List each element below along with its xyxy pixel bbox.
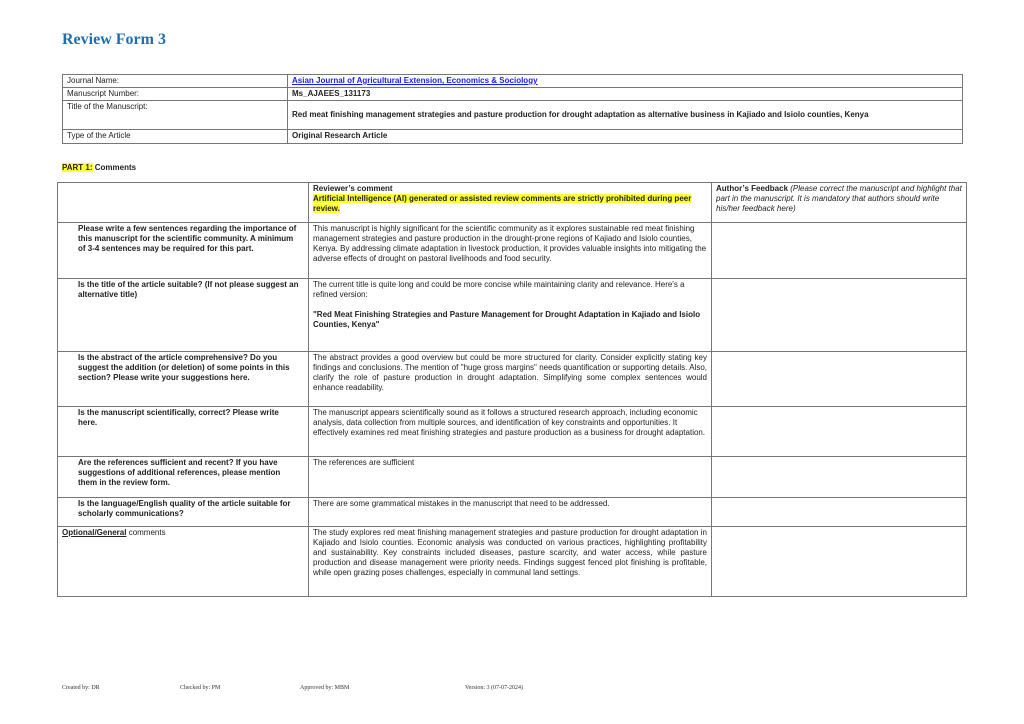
author-feedback-cell[interactable] — [712, 352, 967, 407]
manuscript-info-table — [62, 74, 963, 144]
reviewer-comment — [309, 279, 712, 352]
question: Are the references sufficient and recent? If you have suggestions of additional references, please mention them in the review form. — [58, 457, 309, 498]
author-feedback-cell[interactable] — [712, 527, 967, 597]
author-feedback-cell[interactable] — [712, 498, 967, 527]
table-row — [58, 457, 967, 498]
table-row — [58, 223, 967, 279]
review-table — [57, 182, 967, 597]
optional-label-rest: comments — [126, 528, 166, 537]
ai-notice: Artificial Intelligence (AI) generated or assisted review comments are strictly prohibited during peer review. — [313, 194, 692, 213]
question: Please write a few sentences regarding the importance of this manuscript for the scientific community. A minimum of 3-4 sentences may be required for this part. — [58, 223, 309, 279]
author-feedback-cell[interactable] — [712, 457, 967, 498]
optional-label — [58, 527, 309, 597]
footer-created: Created by: DR — [62, 685, 100, 691]
reviewer-comment: This manuscript is highly significant for the scientific community as it explores sustainable red meat finishing management strategies and pasture production in the drought-prone regions of Kajiado and Isiolo counties, Kenya. By addressing climate adaptation in livestock production, it provides valuable insights into mitigating the adverse effects of drought on pastoral livelihoods and food security. — [309, 223, 712, 279]
suggested-title: "Red Meat Finishing Strategies and Pasture Management for Drought Adaptation in Kajiado and Isiolo Counties, Kenya" — [313, 310, 701, 329]
journal-link[interactable]: Asian Journal of Agricultural Extension, Economics & Sociology — [292, 76, 538, 85]
question: Is the title of the article suitable? (If not please suggest an alternative title) — [58, 279, 309, 352]
journal-label: Journal Name: — [63, 75, 288, 88]
question: Is the language/English quality of the article suitable for scholarly communications? — [58, 498, 309, 527]
author-feedback-cell[interactable] — [712, 223, 967, 279]
author-feedback-cell[interactable] — [712, 407, 967, 457]
optional-comment: The study explores red meat finishing management strategies and pasture production for drought adaptation in Kajiado and Isiolo counties. Economic analysis was conducted on various practices, highlighting profitability and sustainability. Key constraints included diseases, pasture scarcity, and water access, while pasture production and disease management were priority needs. Findings suggest fenced plot finishing is profitable, while open grazing poses challenges, especially in communal land settings. — [309, 527, 712, 597]
table-row — [58, 498, 967, 527]
reviewer-comment: There are some grammatical mistakes in the manuscript that need to be addressed. — [309, 498, 712, 527]
author-feedback-cell[interactable] — [712, 279, 967, 352]
table-row — [58, 527, 967, 597]
optional-label-underlined: Optional/General — [62, 528, 127, 537]
question: Is the manuscript scientifically, correct? Please write here. — [58, 407, 309, 457]
reviewer-comment: The manuscript appears scientifically sound as it follows a structured research approach, including economic analysis, data collection from multiple sources, and identification of key constraints and opportunities. It effectively examines red meat finishing strategies and pasture production as a business for drought adaptation. — [309, 407, 712, 457]
footer-checked: Checked by: PM — [180, 685, 221, 691]
part1-heading — [62, 163, 136, 172]
reviewer-comment: The abstract provides a good overview but could be more structured for clarity. Consider explicitly stating key findings and conclusions. The mention of "huge gross margins" needs quantification or supporting details. Also, clarify the role of pasture production in drought adaptation. Simplifying some complex sentences would enhance readability. — [309, 352, 712, 407]
table-row — [58, 407, 967, 457]
form-title: Review Form 3 — [62, 31, 166, 48]
reviewer-comment: The references are sufficient — [309, 457, 712, 498]
author-feedback-note: (Please correct the manuscript and highlight that part in the manuscript. It is mandatory that authors should write his/her feedback here) — [716, 184, 962, 213]
type-label: Type of the Article — [63, 130, 288, 144]
part1-label: PART 1: — [62, 163, 93, 172]
manuscript-number-label: Manuscript Number: — [63, 88, 288, 101]
header-empty — [58, 183, 309, 223]
question: Is the abstract of the article comprehensive? Do you suggest the addition (or deletion) of some points in this section? Please write your suggestions here. — [58, 352, 309, 407]
title-label: Title of the Manuscript: — [63, 101, 288, 130]
author-feedback-heading: Author’s Feedback — [716, 184, 789, 193]
author-feedback-header — [712, 183, 967, 223]
reviewer-header — [309, 183, 712, 223]
part1-suffix: Comments — [94, 163, 137, 172]
reviewer-comment-heading: Reviewer’s comment — [313, 184, 393, 193]
footer-version: Version: 3 (07-07-2024) — [465, 685, 523, 691]
reviewer-comment-text: The current title is quite long and could be more concise while maintaining clarity and relevance. Here's a refined version: — [313, 280, 685, 299]
manuscript-number-value: Ms_AJAEES_131173 — [288, 88, 963, 101]
footer-approved: Approved by: MBM — [300, 685, 350, 691]
table-row — [58, 279, 967, 352]
title-value: Red meat finishing management strategies and pasture production for drought adaptation as alternative business in Kajiado and Isiolo counties, Kenya — [288, 101, 963, 130]
table-row — [58, 352, 967, 407]
type-value: Original Research Article — [288, 130, 963, 144]
